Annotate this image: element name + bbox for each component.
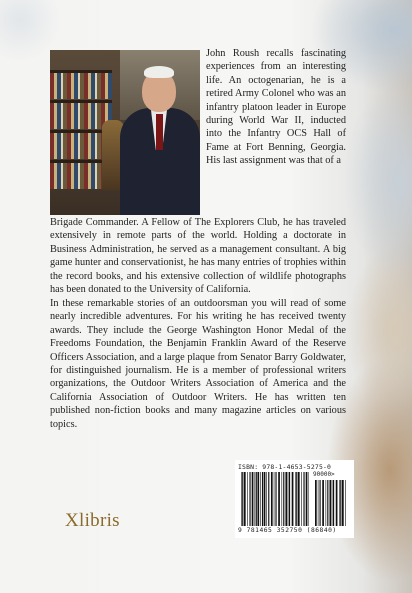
isbn-label: ISBN: 978-1-4653-5275-0 — [238, 463, 332, 471]
author-photo — [50, 50, 200, 215]
book-description: In these remarkable stories of an outdoorsman you will read of some nearly incredible adventures. For his writing he has received twenty awards. They include the George Washington Honor Medal of the Freedoms Foundation, the Benjamin Franklin Award of the Reserve Officers Association, and a large plaque from Senator Barry Goldwater, for distinguished journalism. He is a member of professional writers organizations, the Outdoor Writers Association of America and the California Association of Outdoor Writers. He has written ten published non-fiction books and many magazine articles on various topics. — [50, 298, 346, 430]
publisher-logo: Xlibris — [65, 510, 120, 531]
barcode-bars — [241, 472, 309, 526]
barcode-addon-bars — [315, 480, 347, 526]
barcode-digits: 9 781465 352750 (86840) — [238, 527, 337, 534]
isbn-barcode — [235, 460, 354, 538]
author-bio-intro: John Roush recalls fascinating experiences from an interesting life. An octogenarian, he is a retired Army Colonel who was an infantry platoon leader in Europe during World War II, inducted into the Infantry OCS Hall of Fame at Fort Benning, Georgia. His last assignment was that of a — [206, 48, 346, 167]
barcode-addon-number: 90000> — [313, 471, 335, 478]
author-bio-continued: Brigade Commander. A Fellow of The Explorers Club, he has traveled extensively in remote parts of the world. Holding a doctorate in Business Administration, he served as a management consultant. A big game hunter and conservationist, he has many entries of trophies within the record books, and his extensive collection of wildlife photographs has been donated to the University of California. — [50, 217, 346, 296]
